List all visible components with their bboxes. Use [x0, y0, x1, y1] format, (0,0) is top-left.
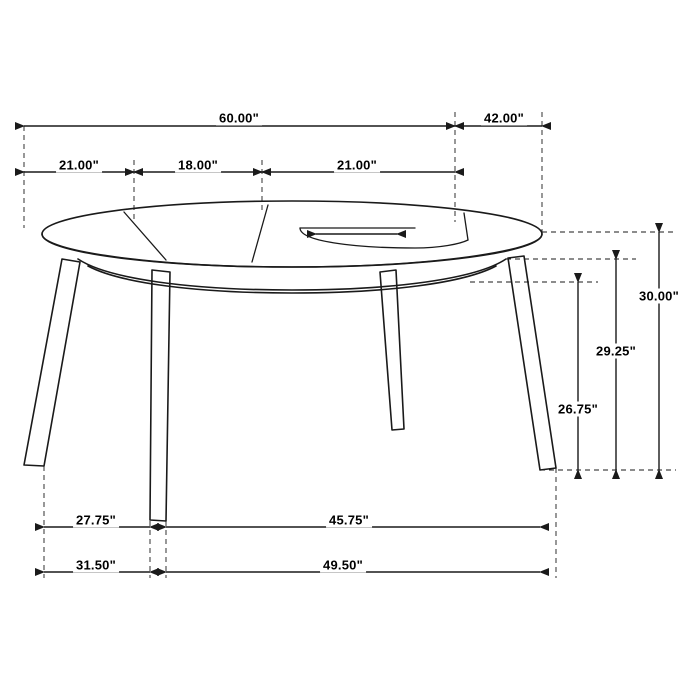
- dimension-label-segment-21-left: 21.00": [56, 158, 102, 173]
- dimension-label-segment-21-right: 21.00": [334, 158, 380, 173]
- dimension-label-height-30: 30.00": [636, 289, 682, 304]
- dimension-lines: [24, 126, 659, 572]
- table-leg-front-left: [24, 259, 80, 466]
- dimension-label-base-27-75: 27.75": [73, 513, 119, 528]
- dimension-label-base-45-75: 45.75": [326, 513, 372, 528]
- table-leg-front-right: [508, 256, 556, 470]
- dimension-label-base-49-50: 49.50": [320, 558, 366, 573]
- dimension-label-top-overhang-42: 42.00": [481, 111, 527, 126]
- dimension-label-height-26-75: 26.75": [555, 402, 601, 417]
- table-leg-back-left: [150, 270, 170, 521]
- dimension-label-base-31-50: 31.50": [73, 558, 119, 573]
- dimension-label-segment-18-center: 18.00": [175, 158, 221, 173]
- table-leg-back-right: [380, 270, 404, 430]
- table-illustration: [24, 201, 556, 521]
- dimension-label-height-29-25: 29.25": [593, 344, 639, 359]
- table-apron: [78, 259, 506, 293]
- table-top-leaf-seams: [124, 205, 468, 262]
- dimension-label-top-width-60: 60.00": [216, 111, 262, 126]
